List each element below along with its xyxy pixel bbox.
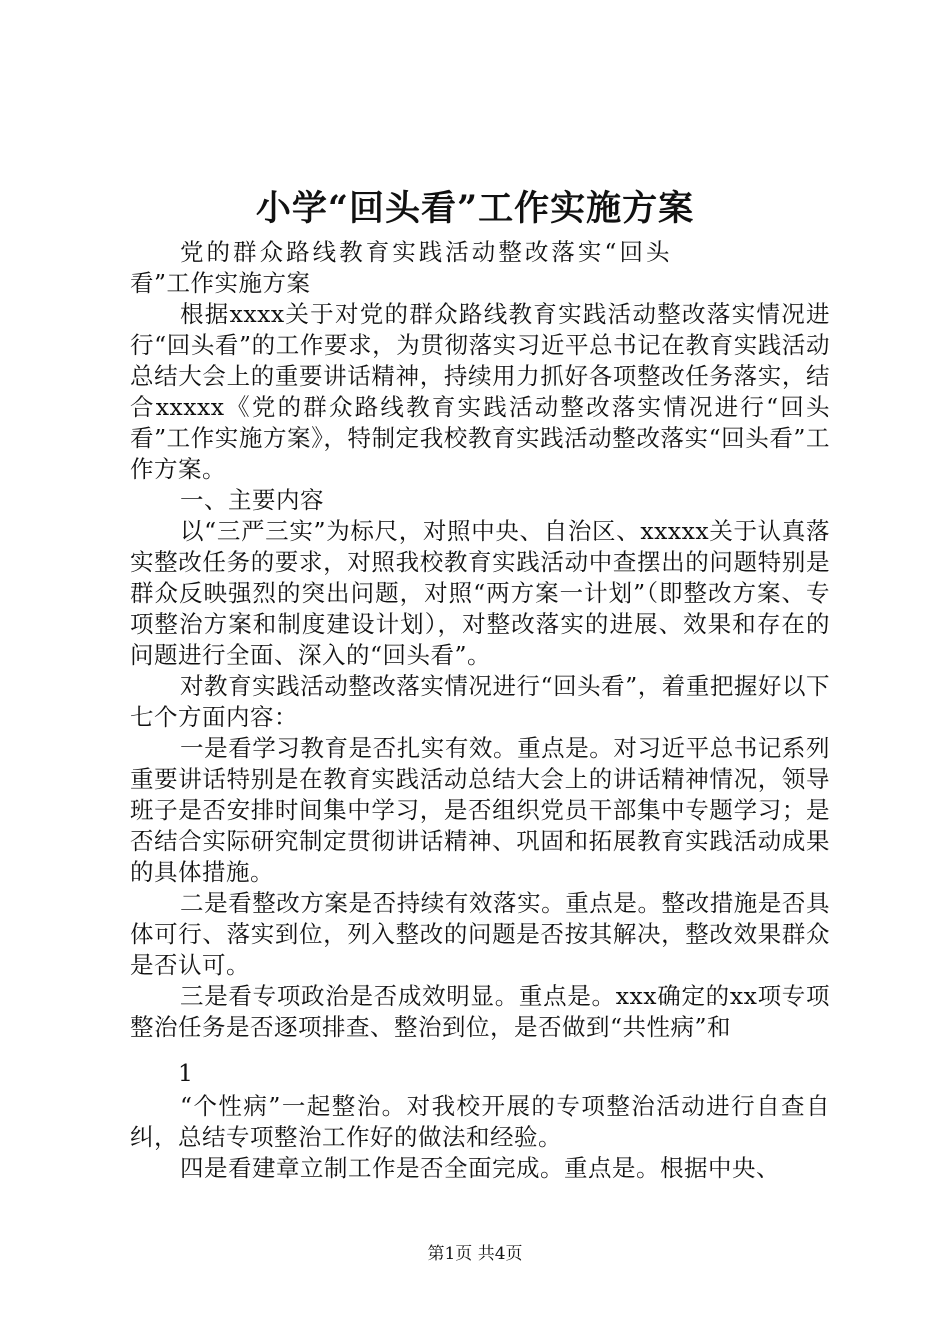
paragraph: 根据xxxx关于对党的群众路线教育实践活动整改落实情况进行“回头看”的工作要求，为贯彻落实习近平总书记在教育实践活动总结大会上的重要讲话精神，持续用力抓好各项整改任务落实，结合xxxxx《党的群众路线教育实践活动整改落实情况进行“回头看”工作实施方案》，特制定我校教育实践活动整改落实“回头看”工作方案。 [130,300,830,483]
body-block-bottom [130,1091,830,1184]
paragraph: 以“三严三实”为标尺，对照中央、自治区、xxxxx关于认真落实整改任务的要求，对照我校教育实践活动中查摆出的问题特别是群众反映强烈的突出问题，对照“两方案一计划”（即整改方案、专项整治方案和制度建设计划），对整改落实的进展、效果和存在的问题进行全面、深入的“回头看”。 [130,517,830,669]
paragraph: 三是看专项政治是否成效明显。重点是。xxx确定的xx项专项整治任务是否逐项排查、整治到位，是否做到“共性病”和 [130,982,830,1041]
paragraph: 对教育实践活动整改落实情况进行“回头看”，着重把握好以下七个方面内容： [130,672,830,731]
paragraph: “个性病”一起整治。对我校开展的专项整治活动进行自查自纠，总结专项整治工作好的做法和经验。 [130,1092,830,1151]
document-title: 小学“回头看”工作实施方案 [255,188,695,229]
page-footer: 第1页 共4页 [427,1244,523,1264]
paragraph: 四是看建章立制工作是否全面完成。重点是。根据中央、 [180,1154,780,1182]
paragraph: 二是看整改方案是否持续有效落实。重点是。整改措施是否具体可行、落实到位，列入整改的问题是否按其解决，整改效果群众是否认可。 [130,889,830,979]
page-break-marker: 1 [178,1059,193,1087]
paragraph: 一是看学习教育是否扎实有效。重点是。对习近平总书记系列重要讲话特别是在教育实践活动总结大会上的讲话精神情况，领导班子是否安排时间集中学习，是否组织党员干部集中专题学习；是否结合实际研究制定贯彻讲话精神、巩固和拓展教育实践活动成果的具体措施。 [130,734,830,886]
body-block-top [130,237,830,1043]
document-subtitle: 党的群众路线教育实践活动整改落实“回头看”工作实施方案 [130,238,670,297]
section-heading: 一、主要内容 [180,486,324,514]
